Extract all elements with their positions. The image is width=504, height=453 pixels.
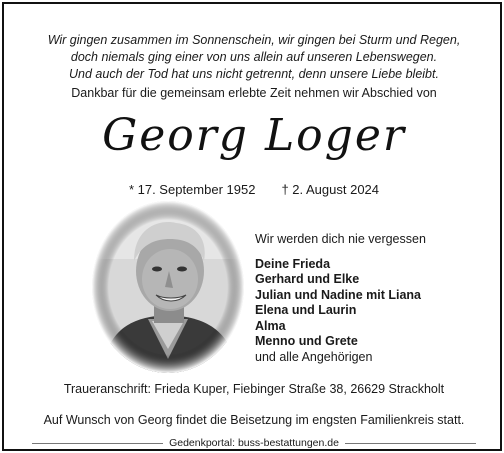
mourner-name: Deine Frieda [255, 256, 331, 271]
intro-text: Dankbar für die gemeinsam erlebte Zeit nehmen wir Abschied von [71, 86, 437, 100]
mourner-name: Menno und Grete [255, 334, 358, 348]
memorial-portal [4, 436, 504, 450]
poem-line: Und auch der Tod hat uns nicht getrennt, denn unsere Liebe bleibt. [69, 67, 439, 81]
life-dates [4, 182, 504, 197]
deceased-name: Georg Loger [102, 110, 406, 161]
mourners-lead: Wir werden dich nie vergessen [255, 232, 426, 246]
mourner-name: Julian und Nadine mit Liana [255, 287, 421, 302]
poem [4, 32, 504, 83]
poem-line: Wir gingen zusammen im Sonnenschein, wir gingen bei Sturm und Regen, [47, 33, 461, 47]
portrait-photo [90, 199, 246, 375]
birth-date: * 17. September 1952 [128, 182, 256, 197]
mourning-address: Traueranschrift: Frieda Kuper, Fiebinger Straße 38, 26629 Strackholt [63, 382, 445, 396]
divider-right [345, 443, 476, 444]
mourner-name: Gerhard und Elke [255, 272, 360, 286]
mourner-name: Elena und Laurin [255, 303, 357, 317]
mourners-block [255, 232, 495, 365]
death-date: † 2. August 2024 [281, 182, 380, 197]
poem-line: doch niemals ging einer von uns allein auf unseren Lebenswegen. [70, 50, 438, 64]
obituary-frame [2, 2, 502, 451]
mourners-closing: und alle Angehörigen [255, 349, 373, 364]
divider-left [32, 443, 163, 444]
funeral-wish: Auf Wunsch von Georg findet die Beisetzung im engsten Familienkreis statt. [43, 413, 465, 427]
portal-link[interactable]: Gedenkportal: buss-bestattungen.de [169, 437, 339, 449]
mourner-name: Alma [255, 318, 286, 333]
